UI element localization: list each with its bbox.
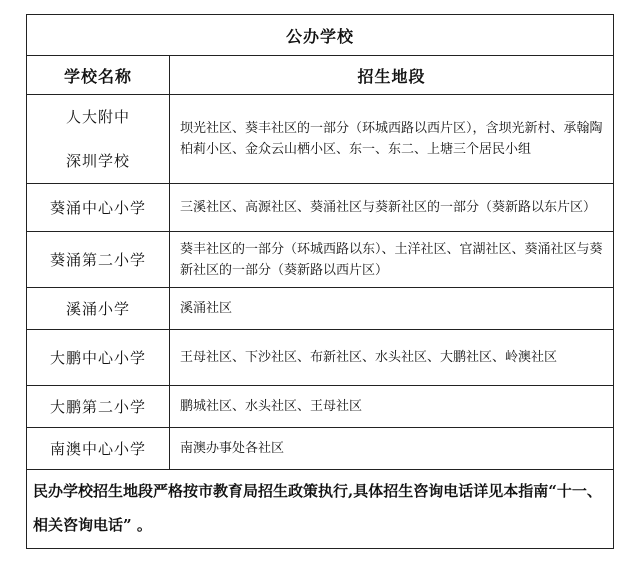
- enrollment-range: 鹏城社区、水头社区、王母社区: [170, 386, 614, 428]
- school-name: 大鹏中心小学: [27, 330, 170, 386]
- school-name-line: 深圳学校: [65, 152, 130, 170]
- enrollment-range: 葵丰社区的一部分（环城西路以东）、土洋社区、官湖社区、葵涌社区与葵新社区的一部分（葵新路以西片区）: [170, 232, 614, 288]
- footer-row: [27, 470, 614, 549]
- school-name: 葵涌中心小学: [27, 184, 170, 232]
- school-name: 葵涌第二小学: [27, 232, 170, 288]
- private-school-note: 民办学校招生地段严格按市教育局招生政策执行,具体招生咨询电话详见本指南“十一、相关咨询电话” 。: [27, 470, 614, 549]
- title-row: [27, 15, 614, 56]
- school-name: 大鹏第二小学: [27, 386, 170, 428]
- table-row: [27, 232, 614, 288]
- school-name-line: 人大附中: [65, 108, 130, 126]
- enrollment-table: [26, 14, 614, 549]
- table-row: [27, 95, 614, 184]
- header-range: 招生地段: [170, 56, 614, 95]
- school-name: [27, 95, 170, 184]
- school-name: 溪涌小学: [27, 288, 170, 330]
- enrollment-range: 南澳办事处各社区: [170, 428, 614, 470]
- enrollment-range: 王母社区、下沙社区、布新社区、水头社区、大鹏社区、岭澳社区: [170, 330, 614, 386]
- enrollment-range: 坝光社区、葵丰社区的一部分（环城西路以西片区），含坝光新村、承翰陶柏莉小区、金众云山栖小区、东一、东二、上塘三个居民小组: [170, 95, 614, 184]
- school-name: 南澳中心小学: [27, 428, 170, 470]
- table-title: 公办学校: [27, 15, 614, 56]
- header-row: [27, 56, 614, 95]
- table-row: [27, 330, 614, 386]
- table-row: [27, 386, 614, 428]
- table-row: [27, 184, 614, 232]
- enrollment-range: 溪涌社区: [170, 288, 614, 330]
- enrollment-range: 三溪社区、高源社区、葵涌社区与葵新社区的一部分（葵新路以东片区）: [170, 184, 614, 232]
- header-school: 学校名称: [27, 56, 170, 95]
- table-row: [27, 428, 614, 470]
- table-row: [27, 288, 614, 330]
